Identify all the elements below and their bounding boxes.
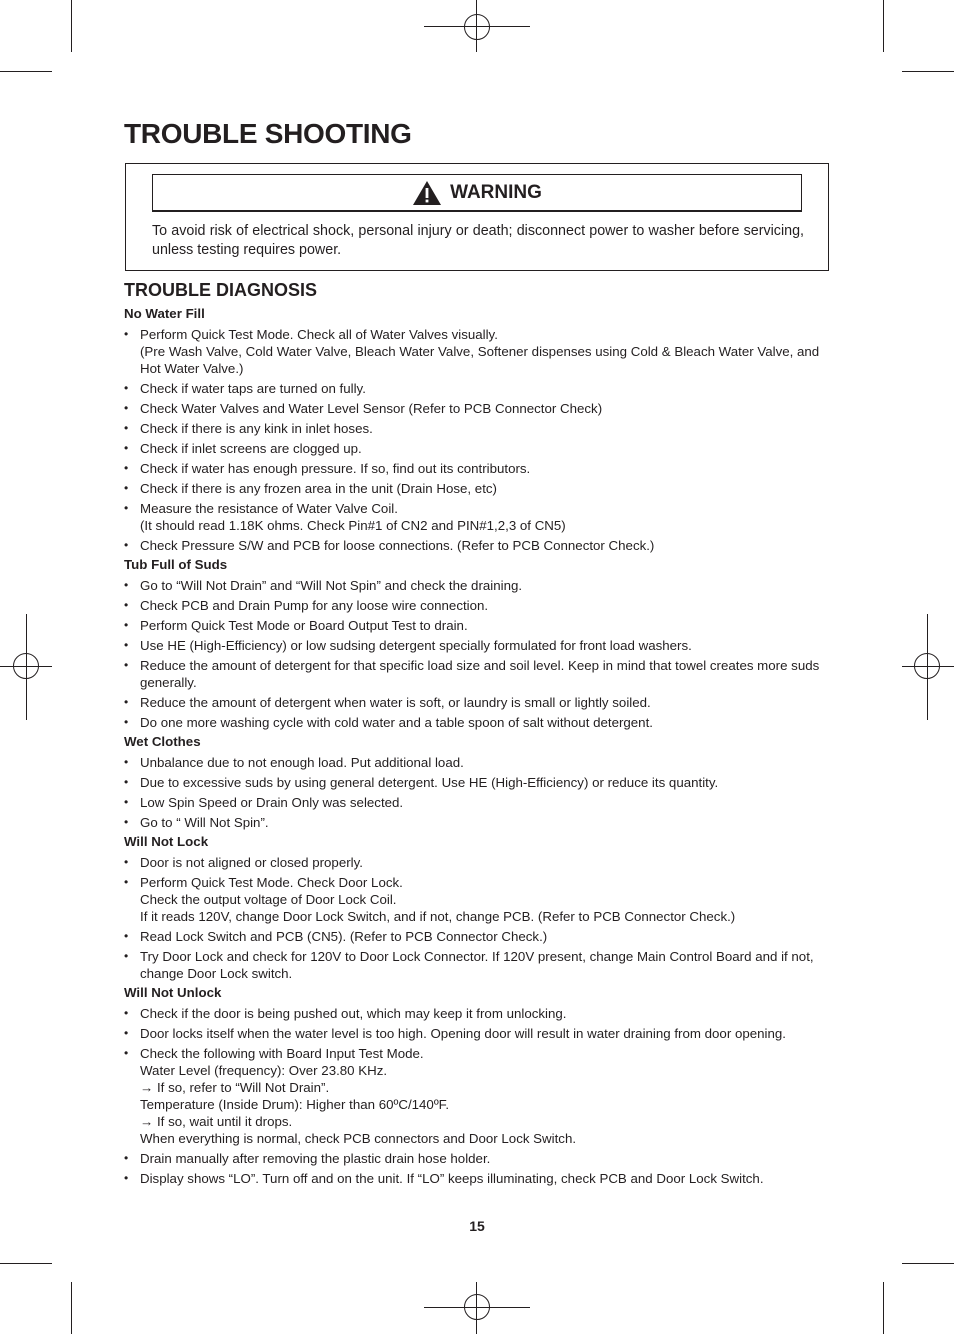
list-item: [124, 712, 824, 732]
list-item-line: Check the output voltage of Door Lock Coil.: [140, 891, 397, 907]
list-item: [124, 478, 824, 498]
subsection-title: Will Not Unlock: [124, 985, 222, 1000]
list-item: [124, 575, 824, 595]
bullet-list: [124, 852, 824, 983]
list-item-line: • Check if water taps are turned on fully.: [140, 380, 366, 396]
list-item-line: • Check Water Valves and Water Level Sensor (Refer to PCB Connector Check): [140, 400, 603, 416]
warning-box: [125, 163, 829, 271]
list-item: [124, 418, 824, 438]
list-item: [124, 378, 824, 398]
list-item-line: Temperature (Inside Drum): Higher than 60ºC/140ºF.: [140, 1096, 450, 1112]
list-item: [124, 1043, 824, 1148]
list-item: [124, 872, 824, 926]
page-number: 15: [469, 1218, 485, 1234]
warning-text: To avoid risk of electrical shock, personal injury or death; disconnect power to washer before servicing, unless testing requires power.: [152, 223, 804, 258]
list-item-line: • Reduce the amount of detergent when water is soft, or laundry is small or lightly soiled.: [140, 694, 651, 710]
list-item: [124, 498, 824, 535]
bullet-list: [124, 1003, 824, 1188]
diagnosis-sections: [124, 304, 824, 1188]
list-item: [124, 792, 824, 812]
list-item-line: → If so, wait until it drops.: [140, 1113, 293, 1129]
list-item: [124, 1023, 824, 1043]
list-item: [124, 752, 824, 772]
list-item-line: • Measure the resistance of Water Valve Coil.: [140, 500, 398, 516]
subsection-title: Tub Full of Suds: [124, 557, 228, 572]
crop-mark: [883, 1282, 884, 1334]
list-item-line: If it reads 120V, change Door Lock Switch, and if not, change PCB. (Refer to PCB Connector Check.): [140, 908, 736, 924]
list-item-line: • Go to “ Will Not Spin”.: [140, 814, 269, 830]
list-item: [124, 458, 824, 478]
crop-mark: [883, 0, 884, 52]
list-item: [124, 324, 824, 378]
bullet-list: [124, 324, 824, 555]
list-item-line: → If so, refer to “Will Not Drain”.: [140, 1079, 330, 1095]
list-item-line: • Check if the door is being pushed out, which may keep it from unlocking.: [140, 1005, 567, 1021]
list-item-line: • Use HE (High-Efficiency) or low sudsing detergent specially formulated for front load washers.: [140, 637, 692, 653]
list-item: [124, 926, 824, 946]
bullet-list: [124, 575, 824, 732]
list-item-line: • Perform Quick Test Mode. Check all of Water Valves visually.: [140, 326, 498, 342]
list-item: [124, 692, 824, 712]
list-item: [124, 772, 824, 792]
list-item-line: • Do one more washing cycle with cold water and a table spoon of salt without detergent.: [140, 714, 653, 730]
list-item-line: • Check PCB and Drain Pump for any loose wire connection.: [140, 597, 489, 613]
list-item-line: • Perform Quick Test Mode. Check Door Lock.: [140, 874, 403, 890]
list-item: [124, 1003, 824, 1023]
list-item: [124, 595, 824, 615]
list-item-line: (Pre Wash Valve, Cold Water Valve, Bleach Water Valve, Softener dispenses using Cold & Bleach Water Valve, and Hot Water Valve.): [140, 343, 820, 376]
crop-mark: [71, 1282, 72, 1334]
list-item: [124, 635, 824, 655]
list-item: [124, 812, 824, 832]
list-item-line: • Perform Quick Test Mode or Board Output Test to drain.: [140, 617, 468, 633]
list-item: [124, 655, 824, 692]
list-item: [124, 398, 824, 418]
list-item: [124, 615, 824, 635]
list-item-line: When everything is normal, check PCB connectors and Door Lock Switch.: [140, 1130, 577, 1146]
list-item: [124, 1168, 824, 1188]
crop-mark: [71, 0, 72, 52]
list-item-line: • Drain manually after removing the plastic drain hose holder.: [140, 1150, 491, 1166]
list-item-line: • Due to excessive suds by using general detergent. Use HE (High-Efficiency) or reduce its quantity.: [140, 774, 719, 790]
list-item-line: • Unbalance due to not enough load. Put additional load.: [140, 754, 464, 770]
warning-label: WARNING: [450, 181, 542, 203]
list-item-line: • Read Lock Switch and PCB (CN5). (Refer to PCB Connector Check.): [140, 928, 548, 944]
list-item: [124, 438, 824, 458]
list-item-line: • Check Pressure S/W and PCB for loose connections. (Refer to PCB Connector Check.): [140, 537, 655, 553]
list-item-line: • Door is not aligned or closed properly.: [140, 854, 363, 870]
subsection-title: Wet Clothes: [124, 734, 201, 749]
crop-mark: [902, 1263, 954, 1264]
list-item-line: • Check if water has enough pressure. If so, find out its contributors.: [140, 460, 531, 476]
registration-mark: [464, 1294, 490, 1320]
registration-mark: [13, 653, 39, 679]
warning-header: [152, 174, 802, 212]
subsection-title: Will Not Lock: [124, 834, 209, 849]
list-item: [124, 535, 824, 555]
list-item-line: • Check if there is any kink in inlet hoses.: [140, 420, 373, 436]
list-item-line: (It should read 1.18K ohms. Check Pin#1 of CN2 and PIN#1,2,3 of CN5): [140, 517, 566, 533]
subsection-title: No Water Fill: [124, 306, 205, 321]
crop-mark: [0, 1263, 52, 1264]
section-heading: TROUBLE DIAGNOSIS: [124, 280, 318, 300]
list-item-line: • Low Spin Speed or Drain Only was selected.: [140, 794, 404, 810]
list-item-line: • Reduce the amount of detergent for that specific load size and soil level. Keep in mind that towel creates more suds generally.: [140, 657, 820, 690]
list-item-line: • Check if inlet screens are clogged up.: [140, 440, 362, 456]
page-title: TROUBLE SHOOTING: [124, 118, 412, 149]
list-item: [124, 852, 824, 872]
list-item: [124, 1148, 824, 1168]
bullet-list: [124, 752, 824, 832]
list-item: [124, 946, 824, 983]
trouble-diagnosis: [124, 278, 824, 1188]
list-item-line: • Check if there is any frozen area in the unit (Drain Hose, etc): [140, 480, 497, 496]
registration-mark: [914, 653, 940, 679]
crop-mark: [902, 71, 954, 72]
registration-mark: [464, 14, 490, 40]
list-item-line: Water Level (frequency): Over 23.80 KHz.: [140, 1062, 388, 1078]
list-item-line: • Check the following with Board Input Test Mode.: [140, 1045, 424, 1061]
list-item-line: • Try Door Lock and check for 120V to Door Lock Connector. If 120V present, change Main Control Board and if not, change Door Lock switch.: [140, 948, 814, 981]
list-item-line: • Display shows “LO”. Turn off and on the unit. If “LO” keeps illuminating, check PCB and Door Lock Switch.: [140, 1170, 764, 1186]
warning-triangle-icon: [412, 180, 442, 206]
list-item-line: • Go to “Will Not Drain” and “Will Not Spin” and check the draining.: [140, 577, 523, 593]
list-item-line: • Door locks itself when the water level is too high. Opening door will result in water draining from door opening.: [140, 1025, 786, 1041]
crop-mark: [0, 71, 52, 72]
